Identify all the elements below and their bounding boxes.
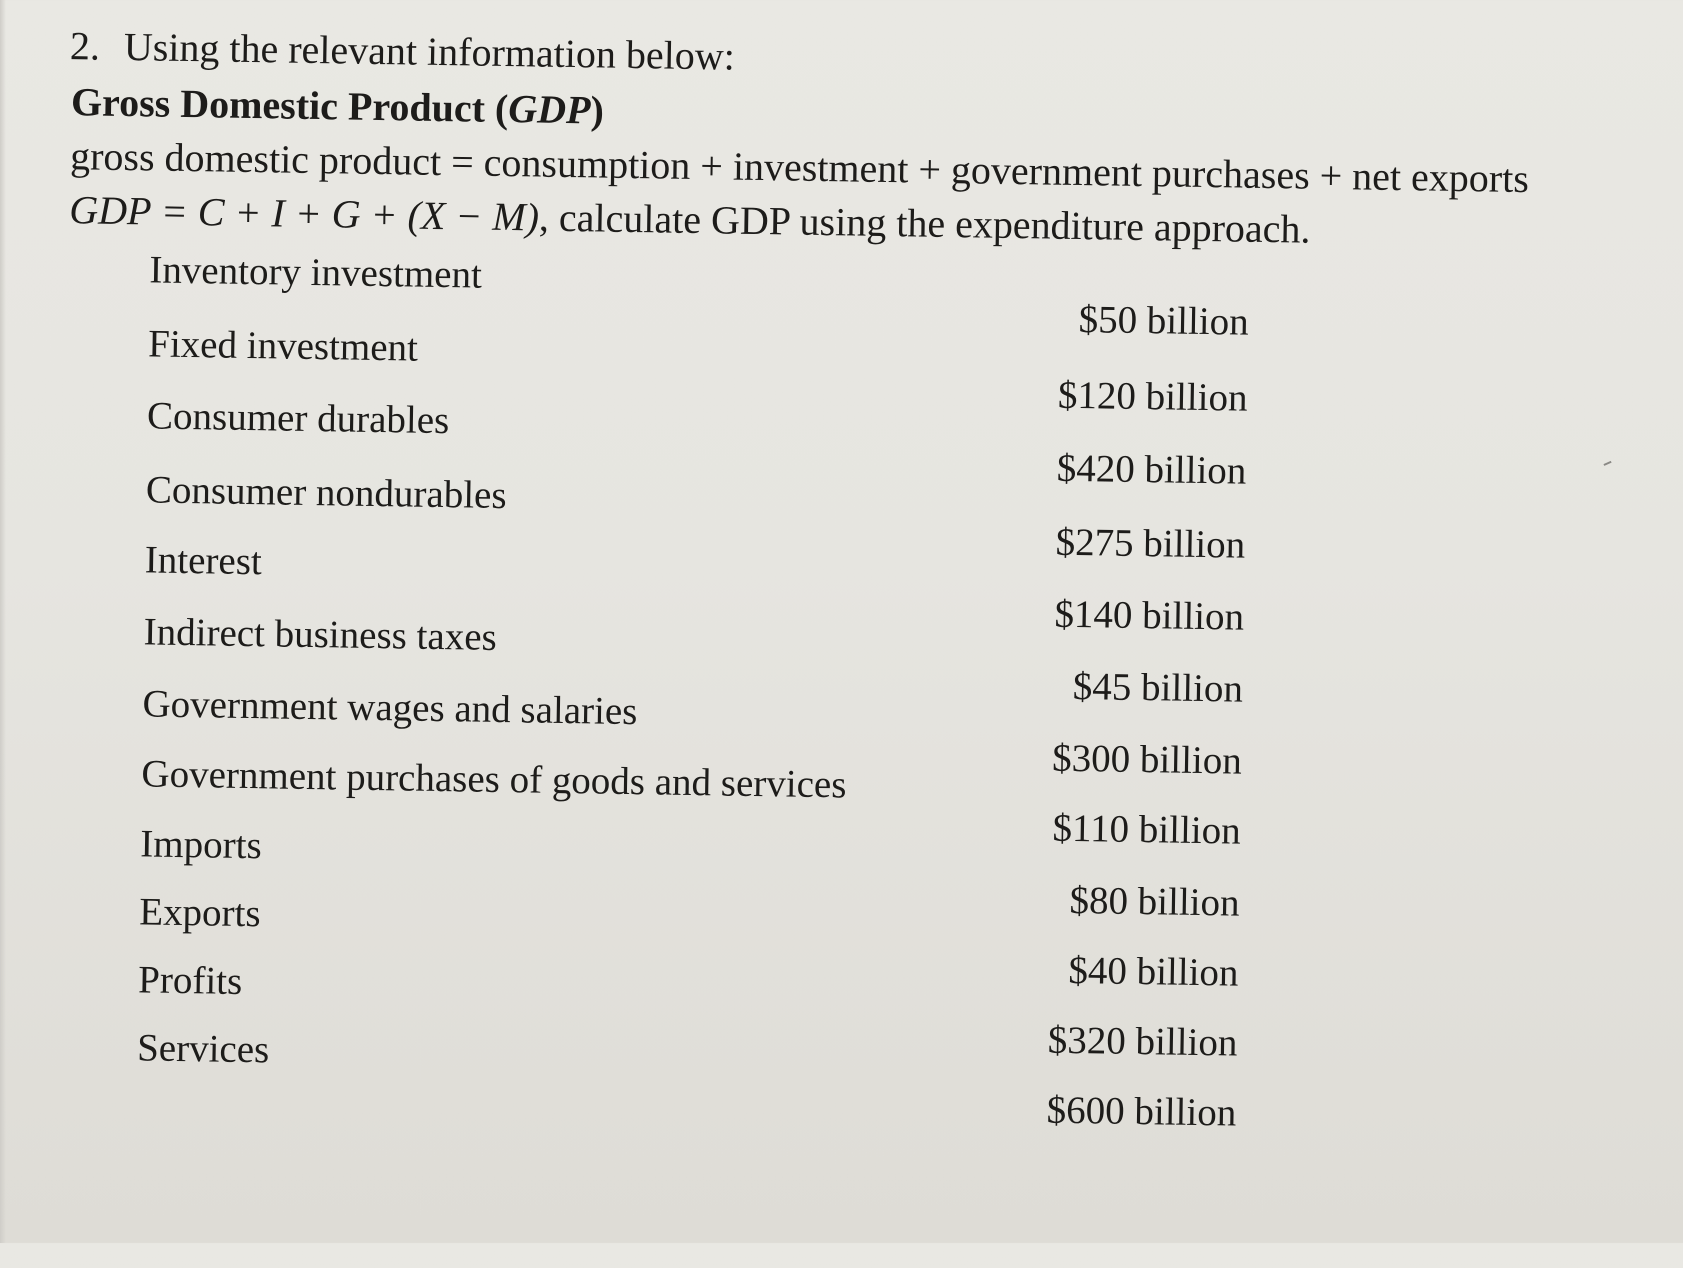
item-value: $120 billion bbox=[1057, 373, 1248, 420]
item-value: $420 billion bbox=[1056, 446, 1247, 493]
item-label: Government wages and salaries bbox=[142, 682, 638, 734]
heading-abbr: GDP bbox=[507, 86, 591, 133]
item-value: $45 billion bbox=[1072, 664, 1244, 711]
item-label: Inventory investment bbox=[149, 248, 483, 297]
item-label: Government purchases of goods and services bbox=[141, 752, 847, 807]
item-label: Fixed investment bbox=[147, 322, 419, 370]
item-value: $320 billion bbox=[1047, 1018, 1238, 1065]
item-value: $110 billion bbox=[1052, 806, 1242, 853]
item-label: Indirect business taxes bbox=[143, 610, 498, 659]
question-number: 2. bbox=[69, 23, 101, 69]
item-value: $80 billion bbox=[1069, 878, 1240, 925]
item-value: $40 billion bbox=[1068, 948, 1239, 995]
heading-suffix: ) bbox=[590, 87, 605, 133]
item-label: Consumer nondurables bbox=[145, 468, 507, 518]
formula-math: GDP = C + I + G + (X − M) bbox=[68, 187, 540, 240]
item-label: Profits bbox=[137, 958, 243, 1003]
instruction-text: , calculate GDP using the expenditure approach. bbox=[538, 194, 1311, 252]
item-value: $600 billion bbox=[1046, 1088, 1237, 1135]
item-label: Imports bbox=[140, 822, 263, 868]
item-label: Exports bbox=[138, 890, 261, 936]
item-label: Consumer durables bbox=[146, 394, 450, 443]
heading-prefix: Gross Domestic Product ( bbox=[70, 79, 509, 132]
item-value: $275 billion bbox=[1055, 520, 1246, 567]
formula-in-words: gross domestic product = consumption + investment + government purchases + net exports bbox=[69, 133, 1530, 202]
item-value: $50 billion bbox=[1078, 298, 1250, 344]
item-label: Services bbox=[136, 1026, 270, 1072]
item-label: Interest bbox=[144, 538, 263, 584]
question-intro-text: Using the relevant information below: bbox=[123, 24, 736, 79]
item-value: $300 billion bbox=[1051, 736, 1243, 783]
item-value: $140 billion bbox=[1054, 592, 1245, 639]
